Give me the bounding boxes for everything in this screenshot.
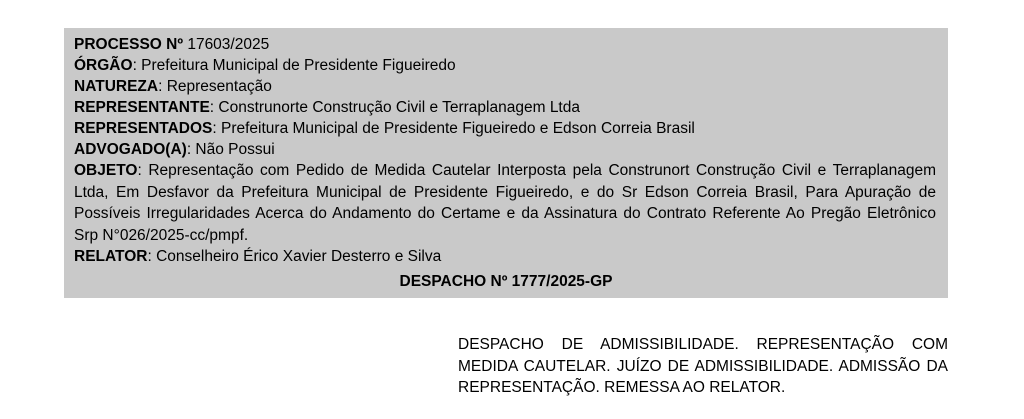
field-natureza-label: NATUREZA bbox=[74, 78, 159, 95]
field-natureza-value: : Representação bbox=[158, 78, 272, 95]
field-representante-label: REPRESENTANTE bbox=[74, 99, 210, 116]
field-advogado-label: ADVOGADO(A) bbox=[74, 141, 187, 158]
field-orgao-value: : Prefeitura Municipal de Presidente Figueiredo bbox=[132, 57, 456, 74]
ementa-text: DESPACHO DE ADMISSIBILIDADE. REPRESENTAÇÃO COM MEDIDA CAUTELAR. JUÍZO DE ADMISSIBILIDADE. ADMISSÃO DA REPRESENTAÇÃO. REMESSA AO RELATOR. bbox=[458, 336, 948, 396]
field-processo bbox=[64, 34, 948, 55]
field-processo-value: 17603/2025 bbox=[183, 36, 270, 53]
field-advogado-value: : Não Possui bbox=[186, 141, 275, 158]
field-objeto bbox=[64, 160, 948, 246]
field-relator-value: : Conselheiro Érico Xavier Desterro e Silva bbox=[147, 248, 442, 265]
field-representados-label: REPRESENTADOS bbox=[74, 120, 213, 137]
field-objeto-label: OBJETO bbox=[74, 162, 138, 179]
despacho-title: DESPACHO Nº 1777/2025-GP bbox=[399, 273, 613, 290]
field-objeto-value: : Representação com Pedido de Medida Cautelar Interposta pela Construnort Construção Civil e Terraplanagem Ltda, Em Desfavor da Prefeitura Municipal de Presidente Figueiredo, e do Sr Edson Correia Brasil, Para Apuração de Possíveis Irregularidades Acerca do Andamento do Certame e da Assinatura do Contrato Referente Ao Pregão Eletrônico Srp N°026/2025-cc/pmpf. bbox=[74, 162, 936, 244]
field-relator-label: RELATOR bbox=[74, 248, 148, 265]
field-representados bbox=[64, 118, 948, 139]
field-representados-value: : Prefeitura Municipal de Presidente Figueiredo e Edson Correia Brasil bbox=[212, 120, 695, 137]
ementa-block bbox=[458, 334, 948, 399]
field-processo-label: PROCESSO Nº bbox=[74, 36, 184, 53]
field-natureza bbox=[64, 76, 948, 97]
field-orgao-label: ÓRGÃO bbox=[74, 57, 133, 74]
field-relator bbox=[64, 246, 948, 270]
field-advogado bbox=[64, 139, 948, 160]
field-representante bbox=[64, 97, 948, 118]
field-orgao bbox=[64, 55, 948, 76]
field-representante-value: : Construnorte Construção Civil e Terraplanagem Ltda bbox=[209, 99, 580, 116]
process-header-block bbox=[64, 28, 948, 298]
